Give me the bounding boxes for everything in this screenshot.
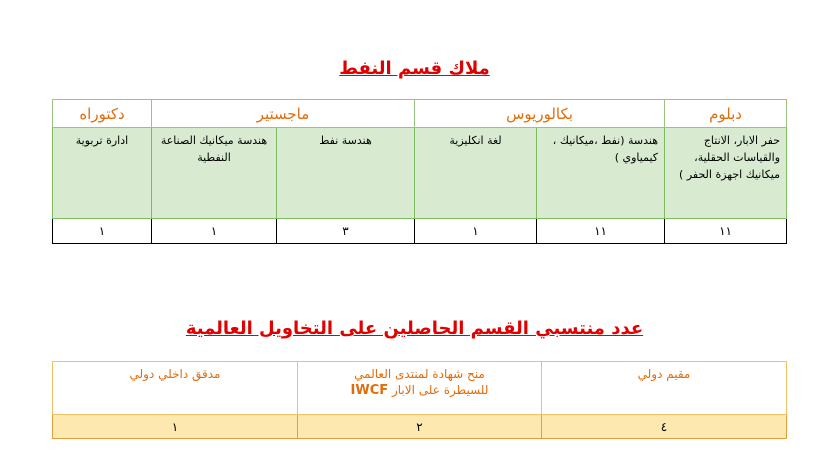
count-master-petroleum: ٣ — [277, 219, 415, 244]
certificate-line-2 — [298, 382, 541, 399]
header-bachelor: بكالوريوس — [415, 100, 665, 128]
specialty-doctorate: ادارة تربوية — [53, 128, 152, 219]
specialty-bachelor-english: لغة انكليزية — [415, 128, 537, 219]
count-diploma: ١١ — [665, 219, 787, 244]
certificate-line-1: منح شهادة لمنتدى العالمي — [354, 367, 485, 381]
staff-table — [52, 99, 787, 244]
certificate-code: IWCF — [350, 383, 389, 398]
header-international-resident: مقيم دولي — [542, 362, 787, 415]
count-iwcf-certificate: ٢ — [298, 415, 542, 439]
specialty-diploma: حفر الابار، الانتاج والقياسات الحقلية، ميكانيك اجهزة الحفر ) — [665, 128, 787, 219]
certifications-table-title: عدد منتسبي القسم الحاصلين على التخاويل العالمية — [185, 318, 644, 339]
staff-table-title: ملاك قسم النفط — [339, 58, 490, 79]
specialty-bachelor-engineering: هندسة (نفط ،ميكانيك ، كيمياوي ) — [537, 128, 665, 219]
count-international-auditor: ١ — [53, 415, 298, 439]
specialty-master-mechanical: هندسة ميكانيك الصناعة النفطية — [152, 128, 277, 219]
header-diploma: دبلوم — [665, 100, 787, 128]
header-doctorate: دكتوراه — [53, 100, 152, 128]
header-international-auditor: مدقق داخلي دولي — [53, 362, 298, 415]
count-master-mechanical: ١ — [152, 219, 277, 244]
header-master: ماجستير — [152, 100, 415, 128]
header-iwcf-certificate — [298, 362, 542, 415]
certificate-line-2-text: للسيطرة على الابار — [391, 383, 489, 397]
specialty-master-petroleum: هندسة نفط — [277, 128, 415, 219]
count-international-resident: ٤ — [542, 415, 787, 439]
certifications-table — [52, 361, 787, 439]
count-bachelor-english: ١ — [415, 219, 537, 244]
count-doctorate: ١ — [53, 219, 152, 244]
count-bachelor-engineering: ١١ — [537, 219, 665, 244]
